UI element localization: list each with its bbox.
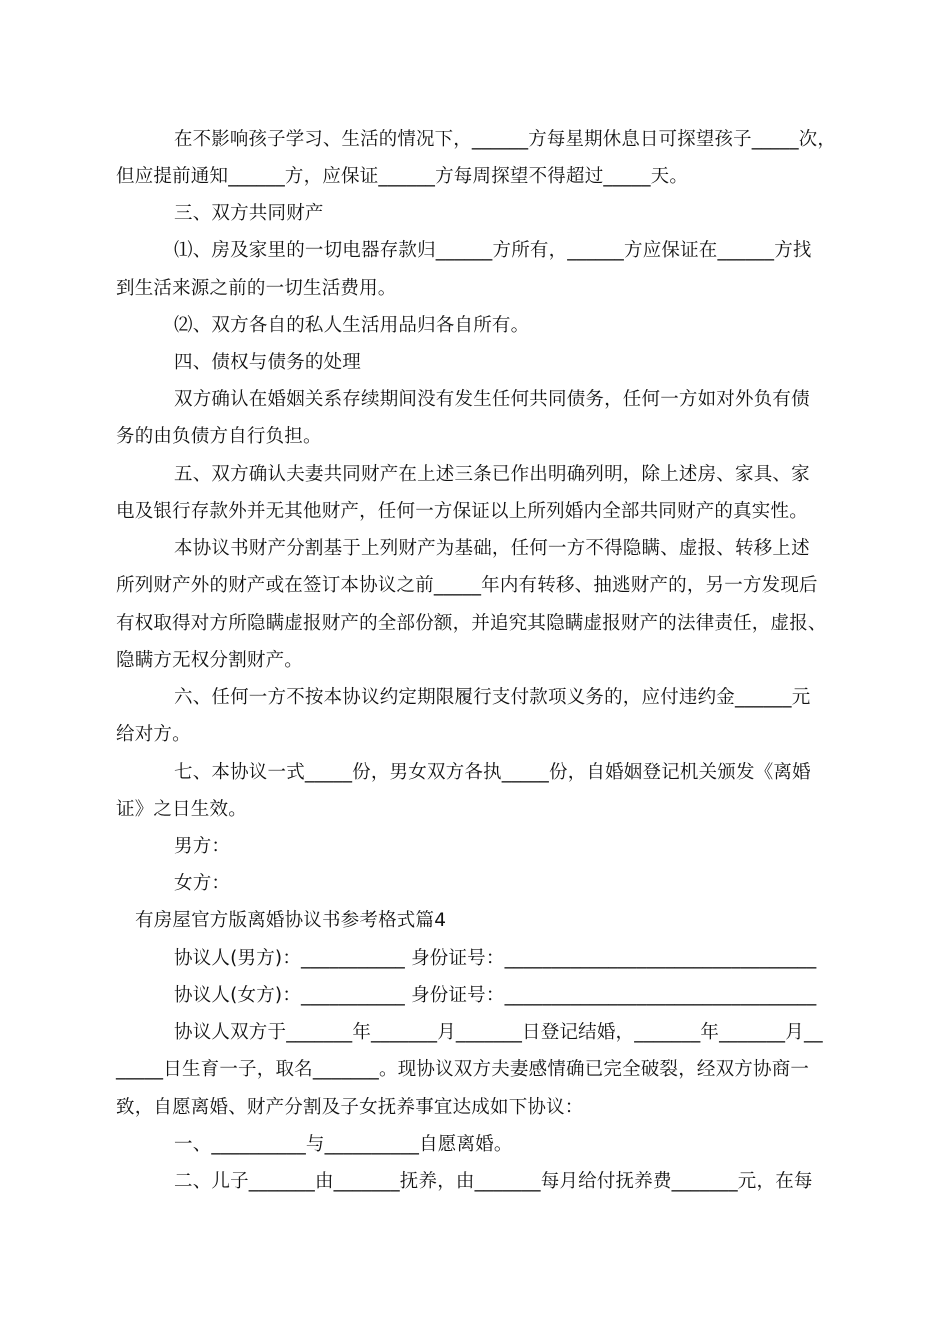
text-line: 协议人双方于_______年_______月_______日登记结婚，_______年_______月__	[174, 1022, 823, 1043]
text-line: 六、任何一方不按本协议约定期限履行支付款项义务的，应付违约金______元	[174, 687, 811, 708]
text-line: 七、本协议一式_____份，男女双方各执_____份，自婚姻登记机关颁发《离婚	[174, 762, 811, 783]
section-heading: 四、债权与债务的处理	[174, 352, 362, 373]
signature-label-female: 女方：	[174, 873, 231, 894]
section-heading: 三、双方共同财产	[174, 203, 324, 224]
text-line: 双方确认在婚姻关系存续期间没有发生任何共同债务，任何一方如对外负有债	[174, 389, 810, 410]
text-line: 给对方。	[116, 724, 191, 745]
text-line: 致，自愿离婚、财产分割及子女抚养事宜达成如下协议：	[116, 1097, 584, 1118]
text-line: 隐瞒方无权分割财产。	[116, 650, 304, 671]
text-line: 五、双方确认夫妻共同财产在上述三条已作出明确列明，除上述房、家具、家	[174, 464, 810, 485]
party-male-line: 协议人(男方)：___________ 身份证号：_________________________________	[174, 948, 817, 969]
text-line: 二、儿子_______由_______抚养，由_______每月给付抚养费_______元，在每	[174, 1171, 813, 1192]
text-line: 所列财产外的财产或在签订本协议之前_____年内有转移、抽逃财产的，另一方发现后	[116, 575, 818, 596]
text-line: 本协议书财产分割基于上列财产为基础，任何一方不得隐瞒、虚报、转移上述	[174, 538, 810, 559]
text-line: ⑴、房及家里的一切电器存款归______方所有，______方应保证在______方找	[174, 240, 812, 261]
text-line: 在不影响孩子学习、生活的情况下，______方每星期休息日可探望孩子_____次，	[174, 129, 836, 150]
text-line: 有权取得对方所隐瞒虚报财产的全部份额，并追究其隐瞒虚报财产的法律责任，虚报、	[116, 613, 827, 634]
text-line: 但应提前通知______方，应保证______方每周探望不得超过_____天。	[116, 166, 689, 187]
text-line: 到生活来源之前的一切生活费用。	[116, 278, 397, 299]
party-female-line: 协议人(女方)：___________ 身份证号：_________________________________	[174, 985, 817, 1006]
article-title: 有房屋官方版离婚协议书参考格式篇4	[135, 910, 447, 931]
text-line: 证》之日生效。	[116, 799, 247, 820]
text-line: 务的由负债方自行负担。	[116, 426, 322, 447]
text-line: ⑵、双方各自的私人生活用品归各自所有。	[174, 315, 530, 336]
text-line: 一、__________与__________自愿离婚。	[174, 1134, 513, 1155]
text-line: _____日生育一子，取名_______。现协议双方夫妻感情确已完全破裂，经双方协商一	[116, 1059, 810, 1080]
signature-label-male: 男方：	[174, 836, 231, 857]
text-line: 电及银行存款外并无其他财产，任何一方保证以上所列婚内全部共同财产的真实性。	[116, 501, 808, 522]
